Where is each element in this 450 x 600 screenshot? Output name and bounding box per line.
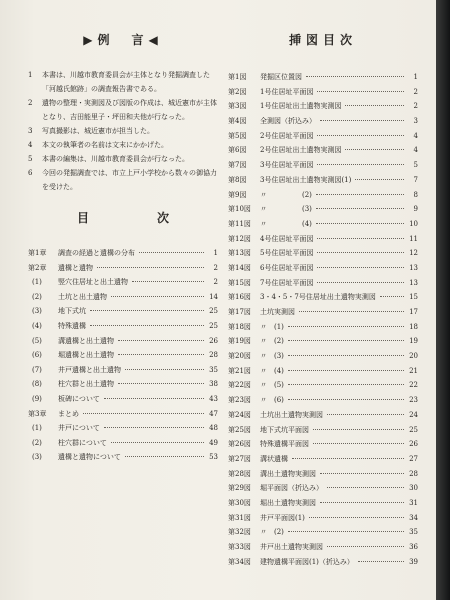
figure-page: 5 (413, 161, 418, 170)
toc-entry-title: 柱穴群について (58, 438, 107, 447)
dot-leader (306, 76, 404, 77)
figure-page: 12 (409, 249, 418, 258)
toc-entry-title: 土坑と出土遺物 (58, 292, 107, 301)
figure-page: 10 (409, 219, 418, 228)
toc-entry-title: 遺構と遺物 (58, 263, 93, 272)
figure-number: 第18図 (228, 322, 251, 331)
figure-number: 第29図 (228, 484, 251, 493)
figure-page: 4 (413, 131, 418, 140)
toc-entry-title: 遺構と遺物について (58, 453, 121, 462)
toc-entry (28, 304, 218, 319)
dot-leader (118, 340, 204, 341)
figure-title: 〃 (2) (260, 337, 284, 346)
toc-entry-title: 溝遺構と出土遺物 (58, 336, 114, 345)
toc-entry-title: 板碑について (58, 394, 100, 403)
note-number: 4 (28, 141, 33, 149)
figure-title: 2号住居址出土遺物実測図 (260, 146, 342, 155)
figure-entry (228, 114, 418, 129)
dot-leader (317, 164, 404, 165)
dot-leader (317, 135, 404, 136)
dot-leader (83, 413, 204, 414)
figure-number: 第22図 (228, 381, 251, 390)
figure-page: 28 (409, 469, 418, 478)
dot-leader (358, 561, 404, 562)
dot-leader (104, 398, 204, 399)
figure-number: 第3図 (228, 102, 247, 111)
toc-entry-number: 第1章 (28, 249, 47, 257)
note-text: 本書の編集は、川越市教育委員会が行なった。 (42, 155, 189, 163)
note-number: 2 (28, 99, 33, 107)
toc-entry-title: 柱穴群と出土遺物 (58, 380, 114, 389)
toc-entry (28, 436, 218, 451)
figure-page: 39 (409, 557, 418, 566)
figure-number: 第31図 (228, 513, 251, 522)
figure-entry (228, 408, 418, 423)
figure-page: 26 (409, 440, 418, 449)
figure-number: 第33図 (228, 543, 251, 551)
figure-title: 溝出土遺物実測図 (260, 469, 316, 478)
toc-entry-number: (2) (32, 438, 42, 447)
figure-title: 発掘区位置図 (260, 73, 302, 81)
toc-entry-page: 26 (209, 336, 218, 345)
dot-leader (313, 443, 404, 444)
note-text: 本文の執筆者の名前は文末にかかげた。 (42, 141, 168, 149)
figure-entry (228, 378, 418, 393)
toc-entry-page: 38 (209, 380, 218, 389)
figure-number: 第15図 (228, 278, 251, 287)
toc-entry-page: 25 (209, 307, 218, 316)
dot-leader (380, 296, 404, 297)
dot-leader (111, 296, 204, 297)
notes-list (28, 68, 218, 194)
toc-entry-page: 35 (209, 365, 218, 374)
figure-entry (228, 540, 418, 555)
dot-leader (345, 149, 404, 150)
figure-title: 地下式坑平面図 (260, 425, 309, 434)
figure-title: 〃 (3) (260, 205, 312, 214)
figure-entry (228, 70, 418, 85)
toc-entry (28, 407, 218, 422)
figure-page: 8 (413, 190, 418, 199)
figure-entry (228, 290, 418, 305)
note-text: 本書は、川越市教育委員会が主体となり発掘調査した「河越氏館跡」の調査報告書である。 (42, 71, 210, 93)
figure-page: 24 (409, 410, 418, 419)
dot-leader (316, 194, 404, 195)
dot-leader (118, 383, 204, 384)
dot-leader (125, 456, 204, 457)
figure-page: 23 (409, 396, 418, 405)
toc-entry-number: (3) (32, 453, 42, 462)
dot-leader (320, 502, 404, 503)
toc-entry (28, 377, 218, 392)
note-text: 写真撮影は、城近憲市が担当した。 (42, 127, 154, 135)
figure-number: 第2図 (228, 87, 247, 96)
toc-entry-page: 53 (209, 453, 218, 462)
toc-entry-number: (6) (32, 351, 42, 360)
dot-leader (288, 531, 404, 532)
toc-entry-page: 2 (213, 278, 218, 287)
toc-entry-title: 特殊遺構 (58, 321, 86, 330)
dot-leader (316, 208, 404, 209)
figure-page: 25 (409, 425, 418, 434)
toc-entry-number: (5) (32, 336, 42, 345)
toc-entry (28, 421, 218, 436)
figure-title: 〃 (4) (260, 366, 284, 375)
dot-leader (288, 370, 404, 371)
figure-entry (228, 423, 418, 438)
toc-entry-page: 14 (209, 292, 218, 301)
dot-leader (299, 311, 404, 312)
toc-entry-page: 47 (209, 409, 218, 418)
figure-title: 〃 (2) (260, 528, 284, 537)
notes-heading: ▶例 言◀ (83, 33, 163, 47)
note-text: 遺物の整理・実測図及び図版の作成は、城近憲市が主体となり、吉田能里子・坪田和夫他が行なった。 (42, 99, 217, 121)
figure-page: 18 (409, 322, 418, 331)
dot-leader (355, 179, 404, 180)
figure-entry (228, 143, 418, 158)
figure-entry (228, 202, 418, 217)
toc-entry (28, 319, 218, 334)
dot-leader (317, 91, 404, 92)
note-item (28, 138, 218, 152)
figure-title: 3号住居址平面図 (260, 161, 314, 170)
toc-entry-number: (4) (32, 321, 42, 330)
figure-title: 土坑出土遺物実測図 (260, 410, 323, 419)
toc-entry-page: 48 (209, 424, 218, 433)
note-number: 6 (28, 169, 33, 177)
toc-entry (28, 348, 218, 363)
toc-entry-page: 43 (209, 394, 218, 403)
dot-leader (327, 546, 404, 547)
figure-entry (228, 173, 418, 188)
figure-title: 特殊遺構平面図 (260, 440, 309, 449)
figure-number: 第23図 (228, 396, 251, 405)
dot-leader (345, 105, 404, 106)
dot-leader (317, 238, 404, 239)
figure-number: 第20図 (228, 352, 251, 361)
figure-page: 20 (409, 352, 418, 361)
dot-leader (320, 120, 404, 121)
figure-entry (228, 246, 418, 261)
figure-number: 第26図 (228, 440, 251, 449)
dot-leader (327, 414, 404, 415)
toc-entry-number: (2) (32, 292, 42, 301)
figure-number: 第27図 (228, 454, 251, 463)
toc-entry-title: 井戸遺構と出土遺物 (58, 365, 121, 374)
toc-entry-page: 49 (209, 438, 218, 447)
dot-leader (125, 369, 204, 370)
figure-title: 〃 (1) (260, 322, 284, 331)
figure-number: 第14図 (228, 263, 251, 272)
figure-page: 3 (413, 117, 418, 126)
dot-leader (139, 252, 204, 253)
figure-entry (228, 276, 418, 291)
toc-entry-number: 第2章 (28, 263, 47, 272)
dot-leader (317, 282, 404, 283)
figure-page: 9 (413, 205, 418, 214)
figure-title: 堀平面図（折込み） (260, 484, 323, 493)
figure-number: 第7図 (228, 161, 247, 170)
toc-entry-number: (1) (32, 424, 42, 433)
dot-leader (288, 355, 404, 356)
dot-leader (90, 325, 204, 326)
toc-entry-number: 第3章 (28, 409, 47, 418)
figures-heading: 挿図目次 (288, 33, 357, 47)
figure-number: 第12図 (228, 234, 251, 243)
figure-entry (228, 232, 418, 247)
figure-title: 7号住居址平面図 (260, 278, 314, 287)
toc-entry-title: 堀遺構と出土遺物 (58, 351, 114, 360)
figure-list (228, 70, 418, 569)
toc-entry-page: 28 (209, 351, 218, 360)
toc-entry-page: 25 (209, 321, 218, 330)
figure-title: 6号住居址平面図 (260, 263, 314, 272)
figure-title: 全測図（折込み） (260, 117, 316, 126)
figure-page: 2 (413, 87, 418, 96)
figure-entry (228, 261, 418, 276)
toc-entry-number: (9) (32, 394, 42, 403)
figure-title: 土坑実測図 (260, 308, 295, 316)
figure-number: 第16図 (228, 293, 251, 302)
figure-number: 第24図 (228, 410, 251, 419)
figure-entry (228, 129, 418, 144)
note-item (28, 68, 218, 96)
book-spine (436, 0, 450, 600)
figure-entry (228, 158, 418, 173)
figure-title: 〃 (5) (260, 381, 284, 390)
figure-page: 13 (409, 263, 418, 272)
figure-entry (228, 437, 418, 452)
note-number: 5 (28, 155, 33, 163)
figure-entry (228, 85, 418, 100)
dot-leader (317, 252, 404, 253)
figure-number: 第34図 (228, 557, 251, 566)
toc-entry (28, 392, 218, 407)
figure-page: 35 (409, 528, 418, 537)
note-text: 今回の発掘調査では、市立上戸小学校から数々の御協力を受けた。 (42, 169, 217, 191)
figure-number: 第8図 (228, 175, 247, 184)
figure-page: 7 (413, 175, 418, 184)
figure-entry (228, 393, 418, 408)
toc-entry-number: (1) (32, 278, 42, 287)
figure-title: 3・4・5・7号住居址出土遺物実測図 (260, 293, 376, 302)
figure-number: 第13図 (228, 249, 251, 258)
figure-number: 第19図 (228, 337, 251, 346)
figure-title: 井戸平面図(1) (260, 513, 305, 522)
toc-entry-title: 竪穴住居址と出土遺物 (58, 278, 128, 287)
figure-page: 21 (409, 366, 418, 375)
figure-title: 〃 (2) (260, 190, 312, 199)
figure-title: 4号住居址平面図 (260, 234, 314, 243)
figure-number: 第21図 (228, 366, 251, 375)
toc-entry (28, 261, 218, 276)
toc-entry (28, 450, 218, 465)
figure-entry (228, 496, 418, 511)
figure-title: 3号住居址出土遺物実測図(1) (260, 175, 352, 184)
figure-title: 〃 (6) (260, 396, 284, 405)
figure-number: 第9図 (228, 190, 247, 199)
toc-entry-number: (3) (32, 307, 42, 316)
figure-title: 井戸出土遺物実測図 (260, 543, 323, 551)
dot-leader (292, 458, 404, 459)
figure-number: 第5図 (228, 131, 247, 140)
figure-entry (228, 349, 418, 364)
figure-entry (228, 525, 418, 540)
figure-number: 第6図 (228, 146, 247, 155)
toc-entry-number: (8) (32, 380, 42, 389)
dot-leader (309, 517, 404, 518)
right-column (228, 30, 418, 569)
figure-entry (228, 511, 418, 526)
toc-entry (28, 363, 218, 378)
toc-entry (28, 290, 218, 305)
dot-leader (111, 442, 204, 443)
figure-title: 5号住居址平面図 (260, 249, 314, 258)
figure-title: 〃 (3) (260, 352, 284, 361)
figure-title: 1号住居址出土遺物実測図 (260, 102, 342, 111)
figure-entry (228, 217, 418, 232)
figure-number: 第28図 (228, 469, 251, 478)
figure-number: 第1図 (228, 73, 247, 81)
toc-entry (28, 275, 218, 290)
toc-entry-title: 調査の経過と遺構の分布 (58, 249, 135, 257)
figure-number: 第32図 (228, 528, 251, 537)
toc-heading: 目 次 (76, 211, 197, 225)
figure-entry (228, 188, 418, 203)
left-column (28, 30, 218, 465)
figure-number: 第11図 (228, 219, 251, 228)
figure-title: 2号住居址平面図 (260, 131, 314, 140)
figure-page: 34 (409, 513, 418, 522)
figure-page: 15 (409, 293, 418, 302)
figure-number: 第25図 (228, 425, 251, 434)
figure-entry (228, 99, 418, 114)
dot-leader (288, 326, 404, 327)
note-number: 3 (28, 127, 33, 135)
toc-entry-title: 地下式坑 (58, 307, 86, 316)
toc-entry-title: 井戸について (58, 424, 100, 433)
figure-entry (228, 481, 418, 496)
figure-title: 溝状遺構 (260, 454, 288, 463)
figure-page: 30 (409, 484, 418, 493)
dot-leader (288, 340, 404, 341)
dot-leader (288, 384, 404, 385)
figure-entry (228, 305, 418, 320)
note-item (28, 166, 218, 194)
toc-entry (28, 334, 218, 349)
figure-entry (228, 555, 418, 570)
figure-title: 1号住居址平面図 (260, 87, 314, 96)
figure-page: 27 (409, 454, 418, 463)
figure-page: 4 (413, 146, 418, 155)
figure-page: 36 (409, 543, 418, 551)
figure-page: 17 (409, 308, 418, 316)
figure-page: 22 (409, 381, 418, 390)
toc-entry (28, 246, 218, 261)
note-number: 1 (28, 71, 33, 79)
note-item (28, 152, 218, 166)
dot-leader (320, 473, 404, 474)
figure-entry (228, 452, 418, 467)
figure-number: 第10図 (228, 205, 251, 214)
toc-entry-page: 1 (213, 249, 218, 257)
figure-title: 建物遺構平面図(1)（折込み） (260, 557, 354, 566)
figure-page: 13 (409, 278, 418, 287)
toc-entry-title: まとめ (58, 409, 79, 418)
figure-entry (228, 320, 418, 335)
dot-leader (118, 354, 204, 355)
figure-title: 堀出土遺物実測図 (260, 498, 316, 507)
dot-leader (288, 399, 404, 400)
figure-entry (228, 334, 418, 349)
dot-leader (90, 310, 204, 311)
figure-page: 19 (409, 337, 418, 346)
dot-leader (97, 267, 204, 268)
figure-title: 〃 (4) (260, 219, 312, 228)
toc-entry-page: 2 (213, 263, 218, 272)
dot-leader (317, 267, 404, 268)
dot-leader (104, 427, 204, 428)
figure-page: 2 (413, 102, 418, 111)
figure-page: 11 (409, 234, 418, 243)
figure-entry (228, 467, 418, 482)
figure-page: 31 (409, 498, 418, 507)
toc-entry-number: (7) (32, 365, 42, 374)
dot-leader (132, 281, 204, 282)
figure-page: 1 (413, 73, 418, 81)
figure-number: 第30図 (228, 498, 251, 507)
dot-leader (313, 429, 404, 430)
note-item (28, 124, 218, 138)
figure-entry (228, 364, 418, 379)
note-item (28, 96, 218, 124)
dot-leader (316, 223, 404, 224)
figure-number: 第17図 (228, 308, 251, 316)
dot-leader (327, 487, 404, 488)
figure-number: 第4図 (228, 117, 247, 126)
table-of-contents (28, 246, 218, 465)
